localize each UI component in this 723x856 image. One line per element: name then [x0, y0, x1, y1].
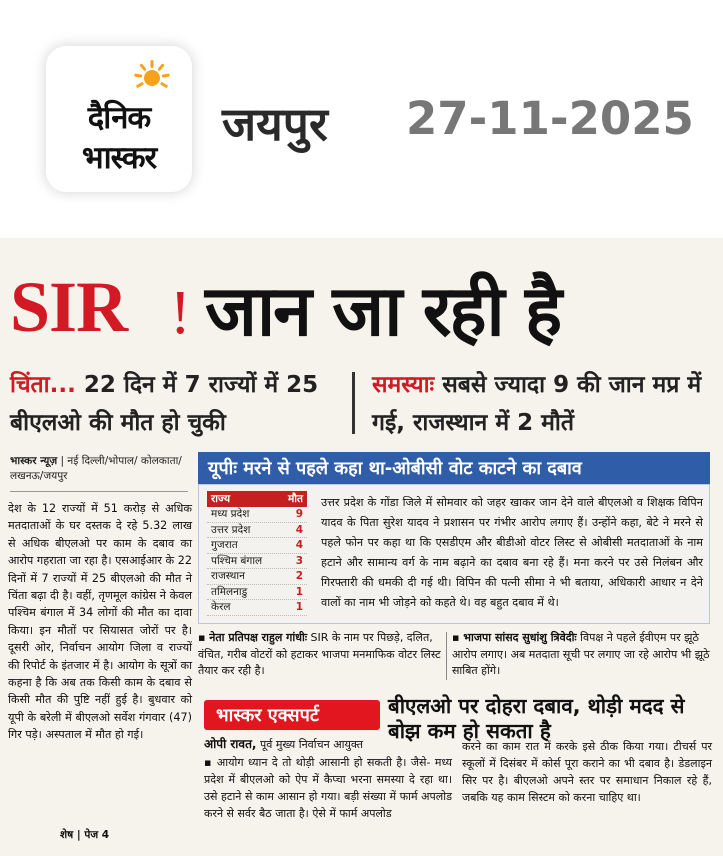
deaths-cell: 3	[295, 554, 303, 567]
expert-name	[204, 735, 363, 752]
expert-person: ओपी रावत,	[204, 737, 257, 751]
expert-tag-label: भास्कर एक्सपर्ट	[216, 705, 319, 726]
quote-divider	[446, 632, 447, 680]
state-cell: गुजरात	[211, 539, 238, 551]
deaths-cell: 1	[295, 601, 303, 613]
quote-text: विपक्ष ने पहले ईवीएम पर झूठे आरोप लगाए। अब मतदाता सूची पर लगाए जा रहे आरोप भी झूठे साबित होंगे।	[452, 631, 710, 677]
deaths-cell: 4	[295, 539, 303, 551]
edition-city: जयपुर	[222, 97, 328, 151]
table-row	[207, 538, 307, 554]
quote-rahul-gandhi	[198, 630, 442, 680]
table-row	[207, 523, 307, 539]
byline-agency: भास्कर न्यूज़	[10, 455, 58, 467]
headline-exclamation: !	[170, 279, 191, 347]
state-cell: मध्य प्रदेश	[211, 508, 250, 520]
table-row	[207, 585, 307, 601]
deaths-cell: 1	[295, 585, 303, 598]
col-deaths-header: मौत	[288, 493, 303, 505]
expert-column-1: ▪ आयोग ध्यान दे तो थोड़ी आसानी हो सकती है। जैसे- मध्य प्रदेश में बीएलओ को ऐप में कैप्चा भरना समस्या दे रहा था। उसे हटाने से काम आसान हो गया। बड़ी संख्या में फार्म अपलोड करने से सर्वर बैठ जाता है। ऐसे में फार्म अपलोड	[204, 756, 452, 820]
state-cell: पश्चिम बंगाल	[211, 554, 263, 567]
expert-column-2: करने का काम रात में करके इसे ठीक किया गया। टीचर्स पर स्कूलों में दिसंबर में कोर्स पूरा कराने का भी दबाव है। डेडलाइन सिर पर है। बीएलओ अपने स्तर पर समाधान निकाल रहे हैं, जबकि यह काम सिस्टम को करना चाहिए था।	[462, 740, 712, 804]
table-row	[207, 600, 307, 616]
state-cell: तमिलनाडु	[211, 585, 248, 598]
quote-text: SIR के नाम पर पिछड़े, दलित, वंचित, गरीब वोटरों को हटाकर भाजपा मनमाफिक वोटर लिस्ट तैयार कर रही है।	[198, 631, 441, 677]
deck-left-label: चिंता...	[10, 372, 76, 398]
byline	[10, 454, 188, 484]
dainik-bhaskar-logo[interactable]	[46, 46, 192, 192]
headline-sir: SIR	[10, 267, 128, 347]
state-cell: उत्तर प्रदेश	[211, 523, 251, 536]
deaths-table	[207, 491, 307, 616]
deaths-cell: 4	[295, 523, 303, 536]
deck-right-label: समस्याः	[372, 372, 435, 398]
quote-speaker: ▪ नेता प्रतिपक्ष राहुल गांधीः	[198, 631, 308, 644]
quote-speaker: ▪ भाजपा सांसद सुधांशु त्रिवेदीः	[452, 631, 577, 644]
expert-role: पूर्व मुख्य निर्वाचन आयुक्त	[256, 738, 364, 751]
expert-headline: बीएलओ पर दोहरा दबाव, थोड़ी मदद से बोझ कम हो सकता है	[388, 694, 685, 743]
news-clipping	[0, 238, 723, 856]
table-row	[207, 569, 307, 585]
deaths-table-header	[207, 491, 307, 507]
table-row	[207, 507, 307, 523]
deck-right-text: सबसे ज्यादा 9 की जान मप्र में गई, राजस्थान में 2 मौतें	[372, 372, 702, 436]
col-state-header: राज्य	[211, 493, 231, 505]
up-story-banner	[198, 452, 710, 484]
deck-left-text: 22 दिन में 7 राज्यों में 25 बीएलओ की मौत हो चुकी	[10, 372, 319, 436]
up-story-body: उत्तर प्रदेश के गोंडा जिले में सोमवार को जहर खाकर जान देने वाले बीएलओ व शिक्षक विपिन यादव के पिता सुरेश यादव ने प्रशासन पर गंभीर आरोप लगाए हैं। उन्होंने कहा, बेटे ने मरने से पहले फोन पर कहा था कि एसडीएम और बीडीओ वोटर लिस्ट से ओबीसी मतदाताओं के नाम हटाने और सामान्य वर्ग के नाम बढ़ाने का दबाव बना रहे हैं। मना करने पर उसे निलंबन और गिरफ्तारी की धमकी दी गई थी। विपिन की पत्नी सीमा ने भी बताया, अधिकारी आधार न देने वालों का नाम भी जोड़ने को कहते थे। वह बहुत दबाव में थे।	[321, 496, 703, 609]
deck-right	[372, 366, 717, 442]
deaths-cell: 9	[295, 508, 303, 520]
state-cell: केरल	[211, 601, 231, 613]
edition-date: 27-11-2025	[406, 92, 694, 145]
table-row	[207, 554, 307, 570]
byline-places: | नई दिल्ली/भोपाल/ कोलकाता/लखनऊ/जयपुर	[10, 455, 182, 482]
quote-sudhanshu-trivedi	[452, 630, 710, 680]
deaths-cell: 2	[295, 570, 303, 582]
logo-text-line1: दैनिक	[87, 100, 151, 136]
page-header	[0, 0, 723, 232]
up-story-box	[198, 484, 710, 624]
main-article-body: देश के 12 राज्यों में 51 करोड़ से अधिक मतदाताओं के घर दस्तक दे रहे 5.32 लाख से अधिक बीएलओ पर काम के दबाव का आरोप गहराता जा रहा है। एसआईआर के 22 दिनों में 7 राज्यों में 25 बीएलओ की मौत ने चिंता बढ़ा दी है। वहीं, तृणमूल कांग्रेस ने केवल पश्चिम बंगाल में 34 लोगों की मौत का दावा किया। इन मौतों पर सियासत जोरों पर है। दूसरी ओर, निर्वाचन आयोग जिला व राज्यों की रिपोर्ट के इंतजार में है। आयोग के सूत्रों का कहना है कि अब तक किसी काम के दबाव से किसी मौत की पुष्टि नहीं हुई है। बुधवार को यूपी के बरेली में बीएलओ सर्वेश गंगवार (47) गिर पड़े। अस्पताल में मौत हो गई।	[8, 502, 192, 742]
deck-divider	[352, 372, 355, 434]
deck-left	[10, 366, 340, 442]
state-cell: राजस्थान	[211, 570, 245, 582]
headline-text: जान जा रही है	[205, 270, 561, 352]
expert-tag	[204, 700, 380, 730]
continued-on-page: शेष | पेज 4	[60, 829, 110, 841]
logo-text-line2: भास्कर	[81, 140, 157, 176]
byline-divider	[10, 491, 188, 492]
sun-icon	[134, 58, 170, 94]
up-story-title: यूपीः मरने से पहले कहा था-ओबीसी वोट काटने का दबाव	[208, 458, 582, 479]
